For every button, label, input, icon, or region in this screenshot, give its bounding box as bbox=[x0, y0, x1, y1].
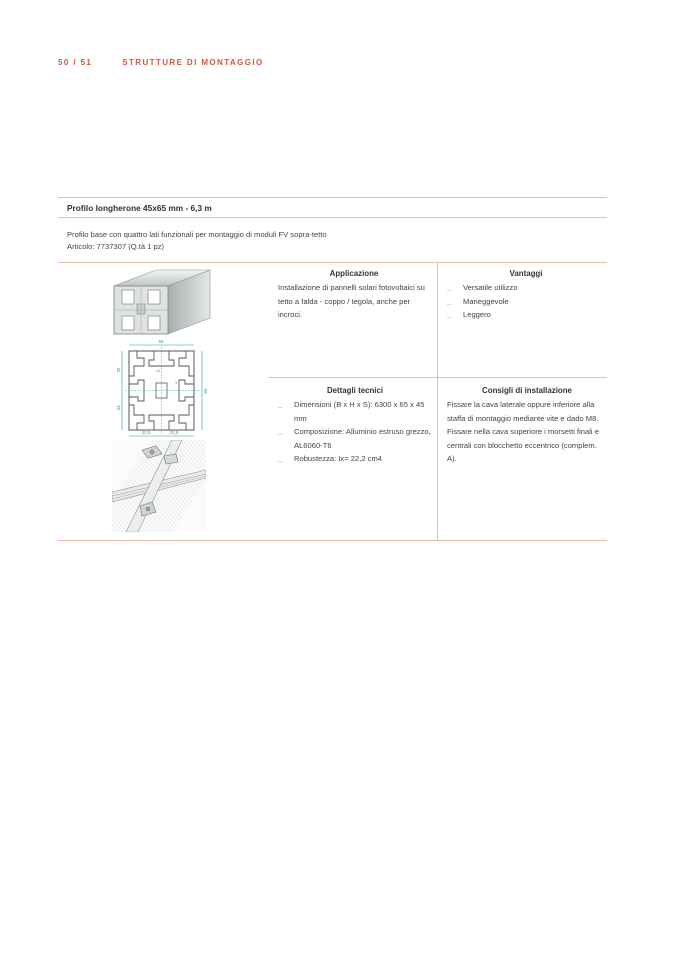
vantaggi-title: Vantaggi bbox=[509, 269, 543, 278]
profile-photo bbox=[110, 268, 212, 338]
rule-bottom bbox=[58, 540, 607, 541]
rule-top bbox=[58, 197, 607, 198]
consigli-section bbox=[447, 385, 607, 466]
dash-bullet-icon: _ bbox=[447, 283, 452, 292]
dash-bullet-icon: _ bbox=[447, 296, 452, 306]
applicazione-section bbox=[278, 268, 430, 322]
list-item: _ Leggero bbox=[447, 308, 605, 322]
dim-width: 65 bbox=[158, 339, 164, 344]
cross-section-drawing bbox=[114, 336, 210, 440]
dettagli-title: Dettagli tecnici bbox=[326, 386, 384, 395]
page-number: 50 / 51 bbox=[58, 58, 93, 67]
list-item: _ Robustezza: Ix= 22,2 cm4 bbox=[278, 452, 432, 466]
dim-left-bottom: 22,5 bbox=[141, 430, 151, 435]
dim-upper: 32 bbox=[116, 367, 121, 373]
column-divider bbox=[437, 262, 438, 540]
dim-height: 65 bbox=[203, 388, 208, 394]
page-header bbox=[58, 58, 264, 67]
list-item: _ Dimensioni (B x H x S): 6300 x 65 x 45 mm bbox=[278, 400, 425, 423]
consigli-text-2: Fissare nella cava superiore i morsetti finali e centrali con blocchetto eccentrico (complem. A). bbox=[447, 427, 599, 463]
article-number: Articolo: 7737307 (Q.tà 1 pz) bbox=[67, 242, 165, 251]
dim-inner-a: 10 bbox=[156, 369, 160, 373]
applicazione-title: Applicazione bbox=[329, 269, 379, 278]
dim-inner-b: 3 bbox=[175, 381, 177, 385]
list-item: _ Versatile utilizzo bbox=[447, 281, 605, 295]
consigli-text-1: Fissare la cava laterale oppure inferiore alla staffa di montaggio mediante vite e dado M8. bbox=[447, 400, 599, 423]
description-text: Profilo base con quattro lati funzionali per montaggio di moduli FV sopra-tetto bbox=[67, 230, 327, 239]
list-item: _ Maneggevole bbox=[447, 295, 605, 309]
dim-right-bottom: 22,5 bbox=[169, 430, 179, 435]
dash-bullet-icon: _ bbox=[278, 454, 283, 463]
dash-bullet-icon: _ bbox=[447, 310, 452, 319]
list-item: _ Composizione: Alluminio estruso grezzo, AL6060-T6 bbox=[278, 427, 431, 450]
product-description bbox=[67, 229, 327, 253]
rule-desc-bottom bbox=[58, 262, 607, 263]
installation-photo bbox=[112, 440, 206, 532]
applicazione-text: Installazione di pannelli solari fotovoltaici su tetto a falda - coppo / tegola, anche per incroci. bbox=[278, 283, 425, 319]
vantaggi-list bbox=[447, 281, 605, 322]
dettagli-section bbox=[278, 385, 432, 466]
vantaggi-section bbox=[447, 268, 605, 322]
section-title: STRUTTURE DI MONTAGGIO bbox=[122, 58, 264, 67]
dim-lower: 33 bbox=[116, 405, 121, 411]
dettagli-list bbox=[278, 398, 432, 466]
dash-bullet-icon: _ bbox=[278, 400, 283, 409]
rule-title-bottom bbox=[58, 217, 607, 218]
product-title: Profilo longherone 45x65 mm - 6,3 m bbox=[67, 203, 212, 213]
dash-bullet-icon: _ bbox=[278, 427, 283, 436]
consigli-title: Consigli di installazione bbox=[482, 386, 572, 395]
